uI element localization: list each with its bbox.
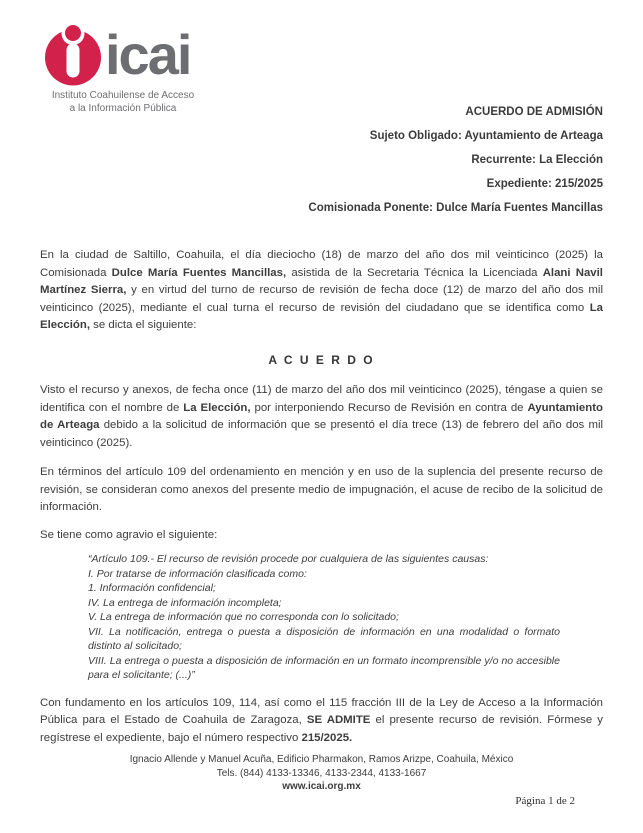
quote-line: V. La entrega de información que no corresponda con lo solicitado; <box>88 611 399 623</box>
text-segment: el presente recurso de revisión. Fórmese y regístrese el expediente, bajo el número respectivo <box>40 714 603 744</box>
case-info-line: Sujeto Obligado: Ayuntamiento de Arteaga <box>369 130 603 142</box>
quote-line: VII. La notificación, entrega o puesta a disposición de información en una modalidad o formato distinto al solicitado; <box>88 625 560 652</box>
logo-tagline-line-1: Instituto Coahuilense de Acceso <box>51 90 195 101</box>
text-segment: Con fundamento en los artículos 109, 114, así como el 115 fracción III de la Ley de Acceso a la Información Pública para el Estado de Coahuila de Zaragoza, <box>40 696 603 726</box>
text-segment: Visto el recurso y anexos, de fecha once (11) de marzo del año dos mil veinticinco (2025), téngase a quien se identifica con el nombre de <box>40 384 603 414</box>
document-body <box>0 247 643 747</box>
text-segment: y en virtud del turno de recurso de revisión de fecha doce (12) de marzo del año dos mil veinticinco (2025), mediante el cual turna el recurso de revisión del ciudadano que se identifica como <box>40 284 603 314</box>
bold-text-segment: Dulce María Fuentes Mancillas, <box>111 266 287 279</box>
text-segment: por interponiendo Recurso de Revisión en contra de <box>250 401 528 414</box>
bold-text-segment: La Elección, <box>183 401 251 414</box>
case-info-line: Recurrente: La Elección <box>471 154 603 166</box>
footer-address: Ignacio Allende y Manuel Acuña, Edificio Pharmakon, Ramos Arizpe, Coahuila, México <box>129 754 514 765</box>
text-segment: En la ciudad de Saltillo, Coahuila, el día dieciocho (18) de marzo del año dos mil veinticinco (2025) la Comisionada <box>40 249 603 279</box>
quote-line: IV. La entrega de información incompleta; <box>88 596 282 609</box>
text-segment: asistida de la Secretaria Técnica la Licenciada <box>286 266 543 279</box>
paragraph-fundamento <box>40 695 603 748</box>
quote-line: “Artículo 109.- El recurso de revisión procede por cualquiera de las siguientes causas: <box>88 553 489 565</box>
quote-line: VIII. La entrega o puesta a disposición de información en un formato incomprensible y/o no accesible para el solicitante; (...)” <box>88 654 560 681</box>
article-109-quote <box>88 552 560 683</box>
document-title: ACUERDO DE ADMISIÓN <box>465 106 603 118</box>
text-segment: se dicta el siguiente: <box>90 319 197 331</box>
paragraph-terminos: En términos del artículo 109 del ordenamiento en mención y en uso de la suplencia del presente recurso de revisión, se consideran como anexos del presente medio de impugnación, el acuse de recibo de la solicitud de información. <box>40 466 603 513</box>
paragraph-agravio: Se tiene como agravio el siguiente: <box>40 528 218 541</box>
footer-phones: Tels. (844) 4133-13346, 4133-2344, 4133-1667 <box>216 767 427 779</box>
quote-line: 1. Información confidencial; <box>88 582 216 594</box>
bold-text-segment: 215/2025. <box>301 731 353 744</box>
bold-text-segment: SE ADMITE <box>306 714 371 726</box>
paragraph-visto <box>40 382 603 452</box>
text-segment: debido a la solicitud de información que se presentó el día trece (13) de febrero del año dos mil veinticinco (2025). <box>40 419 603 449</box>
paragraph-intro <box>40 247 603 335</box>
logo-tagline <box>44 90 202 115</box>
acuerdo-heading: A C U E R D O <box>268 352 375 367</box>
case-info-line: Comisionada Ponente: Dulce María Fuentes Mancillas <box>308 202 603 214</box>
logo-tagline-line-2: a la Información Pública <box>69 102 177 114</box>
footer-website: www.icai.org.mx <box>282 781 361 792</box>
logo-row <box>44 22 204 86</box>
case-info-lines <box>308 124 603 220</box>
bold-text-segment: Alani Navil Martínez Sierra, <box>40 266 603 296</box>
document-footer <box>0 753 643 794</box>
logo-brand-text: icai <box>105 23 191 86</box>
bold-text-segment: La Elección, <box>40 301 603 331</box>
page-number: Página 1 de 2 <box>515 794 575 807</box>
bold-text-segment: Ayuntamiento de Arteaga <box>40 401 603 431</box>
icai-logo <box>44 22 204 115</box>
case-info-line: Expediente: 215/2025 <box>486 178 603 190</box>
case-info-block <box>308 100 603 220</box>
quote-line: I. Por tratarse de información clasificada como: <box>88 567 307 580</box>
icai-logo-icon <box>44 22 102 86</box>
document-header <box>0 0 643 225</box>
